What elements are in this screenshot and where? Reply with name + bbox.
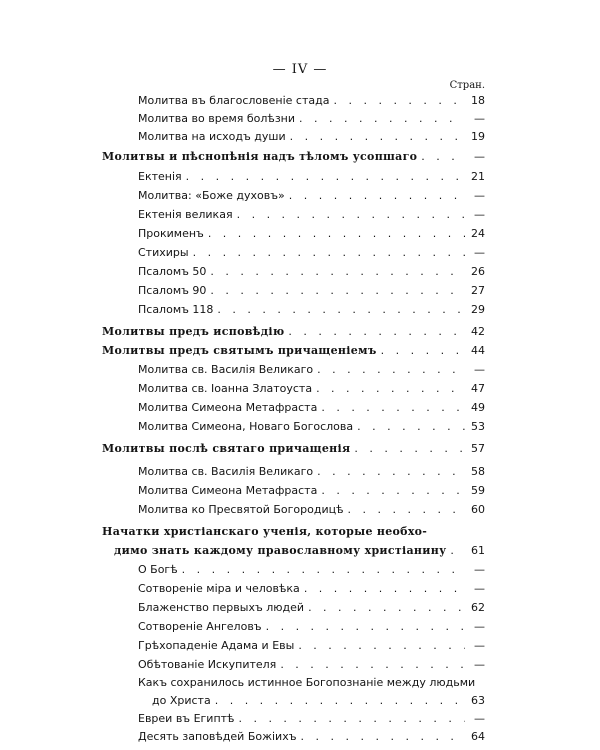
toc-entry-page: 53 (471, 420, 485, 433)
toc-entry-page: — (474, 620, 485, 633)
toc-entry-label: Молитва во время болѣзни (138, 112, 296, 125)
toc-entry (138, 382, 485, 400)
toc-entry-label: Десять заповѣдей Божіихъ (138, 730, 297, 743)
leader-dots (321, 484, 465, 497)
toc-entry (138, 582, 485, 600)
toc-entry-page: 57 (471, 442, 485, 455)
leader-dots (289, 189, 465, 202)
toc-entry (138, 401, 485, 419)
toc-entry-label: Молитвы предъ исповѣдію (102, 325, 285, 338)
toc-entry-label: Блаженство первыхъ людей (138, 601, 305, 614)
leader-dots (450, 544, 465, 557)
toc-section-heading (114, 544, 485, 562)
leader-dots (347, 503, 465, 516)
toc-entry (152, 694, 485, 712)
leader-dots (421, 150, 465, 163)
leader-dots (290, 130, 465, 143)
toc-entry (138, 601, 485, 619)
toc-entry (138, 170, 485, 188)
toc-entry-page: 29 (471, 303, 485, 316)
toc-entry-page: — (474, 363, 485, 376)
toc-entry (138, 639, 485, 657)
toc-entry-label: Сотвореніе міра и человѣка (138, 582, 300, 595)
toc-entry-page: — (474, 639, 485, 652)
toc-entry-label: Молитвы предъ святымъ причащеніемъ (102, 344, 377, 357)
toc-entry (138, 227, 485, 245)
leader-dots (316, 382, 465, 395)
leader-dots (381, 344, 465, 357)
toc-entry-page: 49 (471, 401, 485, 414)
toc-section-heading (102, 150, 485, 168)
toc-entry-label: Молитва ко Пресвятой Богородицѣ (138, 503, 344, 516)
toc-entry (138, 620, 485, 638)
toc-entry (138, 303, 485, 321)
leader-dots (354, 442, 465, 455)
leader-dots (288, 325, 465, 338)
toc-entry-label: Псаломъ 118 (138, 303, 214, 316)
leader-dots (210, 284, 465, 297)
toc-entry-page: 26 (471, 265, 485, 278)
toc-entry-label: Псаломъ 50 (138, 265, 207, 278)
toc-entry-label: Молитва Симеона Метафраста (138, 484, 318, 497)
leader-dots (210, 265, 465, 278)
leader-dots (317, 363, 465, 376)
page-column-header: Стран. (449, 80, 485, 91)
toc-entry-label: Евреи въ Египтѣ (138, 712, 235, 725)
toc-entry-page: 64 (471, 730, 485, 743)
leader-dots (193, 246, 465, 259)
toc-entry (138, 189, 485, 207)
leader-dots (308, 601, 465, 614)
leader-dots (357, 420, 465, 433)
toc-entry (138, 712, 485, 730)
toc-entry-label: Псаломъ 90 (138, 284, 207, 297)
page-number: — IV — (272, 62, 328, 77)
toc-entry (138, 265, 485, 283)
toc-entry-label: Молитва въ благословеніе стада (138, 94, 330, 107)
leader-dots (215, 694, 465, 707)
toc-entry-label: Молитва св. Василія Великаго (138, 465, 314, 478)
toc-entry-label: Молитвы послѣ святаго причащенія (102, 442, 351, 455)
toc-entry-page: — (474, 582, 485, 595)
toc-entry-label: Молитва св. Іоанна Златоуста (138, 382, 313, 395)
toc-section-heading (102, 344, 485, 362)
leader-dots (280, 658, 465, 671)
toc-entry-page: 19 (471, 130, 485, 143)
toc-entry (138, 246, 485, 264)
toc-entry-page: 21 (471, 170, 485, 183)
toc-entry (138, 503, 485, 521)
toc-entry-page: 27 (471, 284, 485, 297)
toc-entry-page: 58 (471, 465, 485, 478)
toc-entry-label: Стихиры (138, 246, 189, 259)
toc-entry-page: 62 (471, 601, 485, 614)
toc-entry-label: Какъ сохранилось истинное Богопознаніе между людьми (138, 676, 476, 689)
toc-entry (138, 130, 485, 148)
toc-entry-label: Ектенія великая (138, 208, 233, 221)
leader-dots (182, 563, 465, 576)
toc-entry (138, 284, 485, 302)
toc-entry-page: 63 (471, 694, 485, 707)
toc-entry-label: Ектенія (138, 170, 182, 183)
leader-dots (304, 582, 465, 595)
toc-entry-label: Молитвы и пѣснопѣнія надъ тѣломъ усопшаго (102, 150, 418, 163)
toc-entry-page: — (474, 712, 485, 725)
toc-entry-label: Обѣтованіе Искупителя (138, 658, 277, 671)
toc-entry-label: до Христа (152, 694, 211, 707)
toc-entry-label: димо знать каждому православному христіанину (114, 544, 447, 557)
toc-section-heading: Начатки христіанскаго ученія, которые необхо- (102, 525, 428, 538)
leader-dots (298, 639, 465, 652)
toc-entry-label: Молитва Симеона, Новаго Богослова (138, 420, 354, 433)
toc-entry (138, 208, 485, 226)
toc-entry (138, 484, 485, 502)
toc-entry-page: 59 (471, 484, 485, 497)
toc-entry-label: Сотвореніе Ангеловъ (138, 620, 262, 633)
toc-entry (138, 420, 485, 438)
leader-dots (321, 401, 465, 414)
toc-entry-page: 44 (471, 344, 485, 357)
toc-entry-label: Грѣхопаденіе Адама и Евы (138, 639, 295, 652)
leader-dots (238, 712, 465, 725)
toc-entry-page: — (474, 563, 485, 576)
toc-entry-page: — (474, 246, 485, 259)
toc-entry (138, 465, 485, 483)
toc-entry-page: 47 (471, 382, 485, 395)
toc-entry-label: Прокименъ (138, 227, 204, 240)
toc-entry-label: Молитва: «Боже духовъ» (138, 189, 285, 202)
toc-entry-page: 42 (471, 325, 485, 338)
toc-entry (138, 112, 485, 130)
toc-section-heading (102, 325, 485, 343)
leader-dots (186, 170, 465, 183)
leader-dots (301, 730, 466, 743)
leader-dots (333, 94, 465, 107)
leader-dots (208, 227, 465, 240)
toc-entry-page: 60 (471, 503, 485, 516)
toc-entry-page: 18 (471, 94, 485, 107)
toc-entry-page: — (474, 150, 485, 163)
toc-entry-label: Молитва св. Василія Великаго (138, 363, 314, 376)
toc-entry-page: 61 (471, 544, 485, 557)
toc-entry (138, 363, 485, 381)
leader-dots (237, 208, 465, 221)
leader-dots (266, 620, 465, 633)
toc-entry-page: 24 (471, 227, 485, 240)
toc-entry-page: — (474, 189, 485, 202)
toc-section-heading (102, 442, 485, 460)
toc-entry-page: — (474, 658, 485, 671)
leader-dots (317, 465, 465, 478)
toc-entry-page: — (474, 208, 485, 221)
toc-entry (138, 730, 485, 748)
toc-entry (138, 94, 485, 112)
leader-dots (299, 112, 465, 125)
toc-entry-label: Молитва на исходъ души (138, 130, 286, 143)
toc-entry-label: Молитва Симеона Метафраста (138, 401, 318, 414)
toc-entry (138, 658, 485, 676)
leader-dots (217, 303, 465, 316)
toc-entry-label: О Богѣ (138, 563, 178, 576)
toc-entry (138, 563, 485, 581)
toc-entry-page: — (474, 112, 485, 125)
